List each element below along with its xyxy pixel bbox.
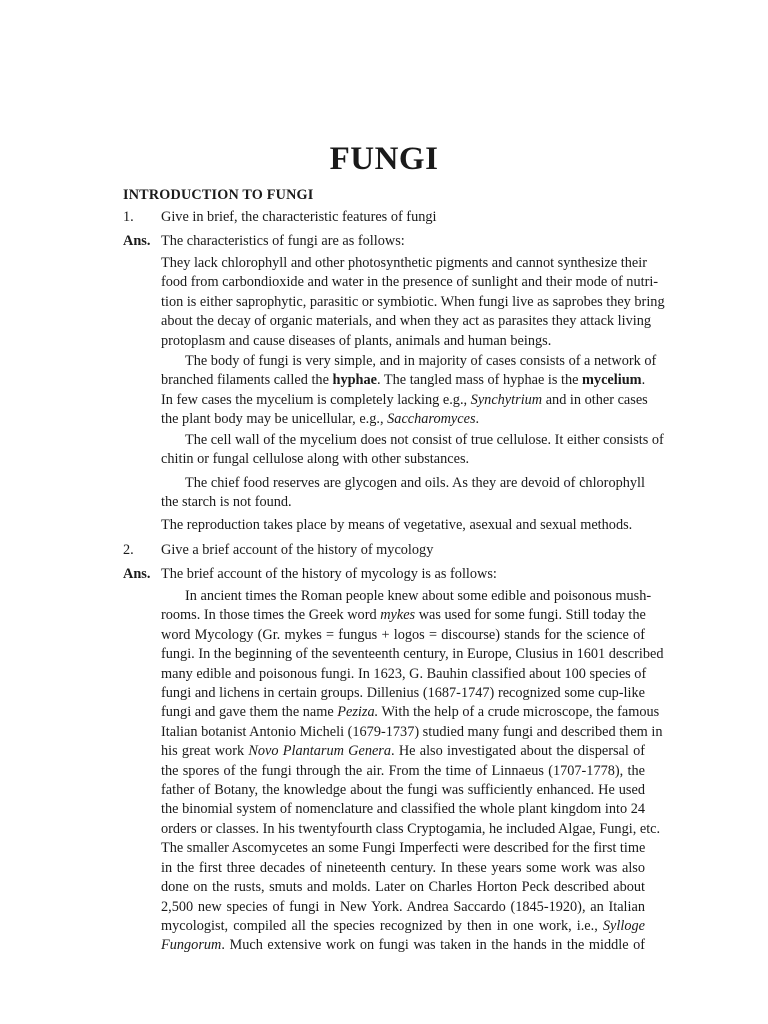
- genus-saccharomyces: Saccharomyces: [387, 411, 476, 428]
- work-title-fungorum: Fungorum: [161, 937, 222, 954]
- text-line: They lack chlorophyll and other photosynthetic pigments and cannot synthesize their: [161, 255, 647, 271]
- text-line: The reproduction takes place by means of vegetative, asexual and sexual methods.: [161, 517, 633, 533]
- answer-label: Ans.: [123, 566, 151, 582]
- question-text: Give in brief, the characteristic features of fungi: [161, 209, 437, 225]
- text-line: In few cases the mycelium is completely lacking e.g., Synchytrium and in other cases: [161, 391, 648, 408]
- text-line: fungi. In the beginning of the seventeenth century, in Europe, Clusius in 1601 described: [161, 646, 664, 663]
- paragraph-history: [161, 587, 664, 956]
- text-line: in the first three decades of nineteenth century. In these years some work was also: [161, 859, 645, 876]
- text-line: mycologist, compiled all the species recognized by then in one work, i.e., Sylloge: [161, 917, 645, 934]
- text-line: fungi and lichens in certain groups. Dillenius (1687-1747) recognized some cup-like: [161, 685, 645, 702]
- work-title-novo-plantarum-genera: Novo Plantarum Genera: [248, 743, 392, 760]
- text-line: father of Botany, the knowledge about the fungi was sufficiently enhanced. He used: [161, 782, 645, 799]
- text-line: branched filaments called the hyphae. The tangled mass of hyphae is the mycelium.: [161, 372, 646, 389]
- text-line: The chief food reserves are glycogen and oils. As they are devoid of chlorophyll: [185, 475, 645, 491]
- question-number: 2.: [123, 542, 134, 558]
- text-line: orders or classes. In his twentyfourth class Cryptogamia, he included Algae, Fungi, etc.: [161, 820, 661, 837]
- text-line: Italian botanist Antonio Micheli (1679-1737) studied many fungi and described them in: [161, 723, 663, 740]
- text-line: 2,500 new species of fungi in New York. Andrea Saccardo (1845-1920), an Italian: [161, 898, 645, 915]
- text-line: In ancient times the Roman people knew about some edible and poisonous mush-: [185, 588, 652, 604]
- text-line: done on the rusts, smuts and molds. Later on Charles Horton Peck described about: [161, 879, 645, 896]
- term-mycelium: mycelium: [582, 372, 642, 389]
- page-title: FUNGI: [329, 141, 439, 177]
- genus-synchytrium: Synchytrium: [470, 391, 543, 408]
- answer-1: [123, 232, 405, 250]
- text-line: about the decay of organic materials, and when they act as parasites they attack living: [161, 313, 652, 330]
- term-hyphae: hyphae: [332, 372, 377, 389]
- paragraph-food-reserves: [161, 474, 645, 513]
- text-line: rooms. In those times the Greek word mykes was used for some fungi. Still today the: [161, 607, 646, 624]
- paragraph-body-structure: [161, 352, 657, 430]
- text-line: The cell wall of the mycelium does not consist of true cellulose. It either consists of: [185, 432, 664, 448]
- work-title-sylloge: Sylloge: [602, 917, 645, 934]
- paragraph-characteristics: [161, 254, 665, 351]
- text-line: the binomial system of nomenclature and classified the whole plant kingdom into 24: [161, 801, 645, 818]
- text-line: fungi and gave them the name Peziza. With the help of a crude microscope, the famous: [161, 704, 660, 721]
- text-line: the plant body may be unicellular, e.g., Saccharomyces.: [161, 411, 480, 428]
- paragraph-cell-wall: [161, 431, 664, 470]
- answer-intro: The characteristics of fungi are as follows:: [161, 233, 405, 249]
- question-2: [123, 541, 433, 559]
- text-line: his great work Novo Plantarum Genera. He also investigated about the dispersal of: [161, 743, 645, 760]
- answer-label: Ans.: [123, 233, 151, 249]
- text-line: many edible and poisonous fungi. In 1623, G. Bauhin classified about 100 species of: [161, 665, 647, 682]
- text-line: chitin or fungal cellulose along with other substances.: [161, 451, 470, 468]
- text-line: word Mycology (Gr. mykes = fungus + logos = discourse) stands for the science of: [161, 626, 645, 643]
- text-line: food from carbondioxide and water in the presence of sunlight and their mode of nutri-: [161, 274, 659, 291]
- word-mykes: mykes: [380, 607, 416, 624]
- text-line: tion is either saprophytic, parasitic or symbiotic. When fungi live as saprobes they bring: [161, 293, 665, 310]
- text-line: The smaller Ascomycetes an some Fungi Imperfecti were described for the first time: [161, 840, 646, 857]
- section-heading: INTRODUCTION TO FUNGI: [123, 187, 314, 203]
- question-text: Give a brief account of the history of mycology: [161, 542, 434, 558]
- answer-2: [123, 565, 497, 583]
- question-1: [123, 208, 437, 226]
- paragraph-reproduction: [161, 516, 645, 535]
- text-line: Fungorum. Much extensive work on fungi was taken in the hands in the middle of: [161, 937, 645, 954]
- text-line: the spores of the fungi through the air. From the time of Linnaeus (1707-1778), the: [161, 762, 645, 779]
- answer-intro: The brief account of the history of mycology is as follows:: [161, 566, 497, 582]
- text-line: The body of fungi is very simple, and in majority of cases consists of a network of: [185, 353, 657, 369]
- text-line: protoplasm and cause diseases of plants, animals and human beings.: [161, 332, 552, 349]
- genus-peziza: Peziza.: [337, 704, 379, 721]
- text-line: the starch is not found.: [161, 494, 292, 511]
- question-number: 1.: [123, 209, 134, 225]
